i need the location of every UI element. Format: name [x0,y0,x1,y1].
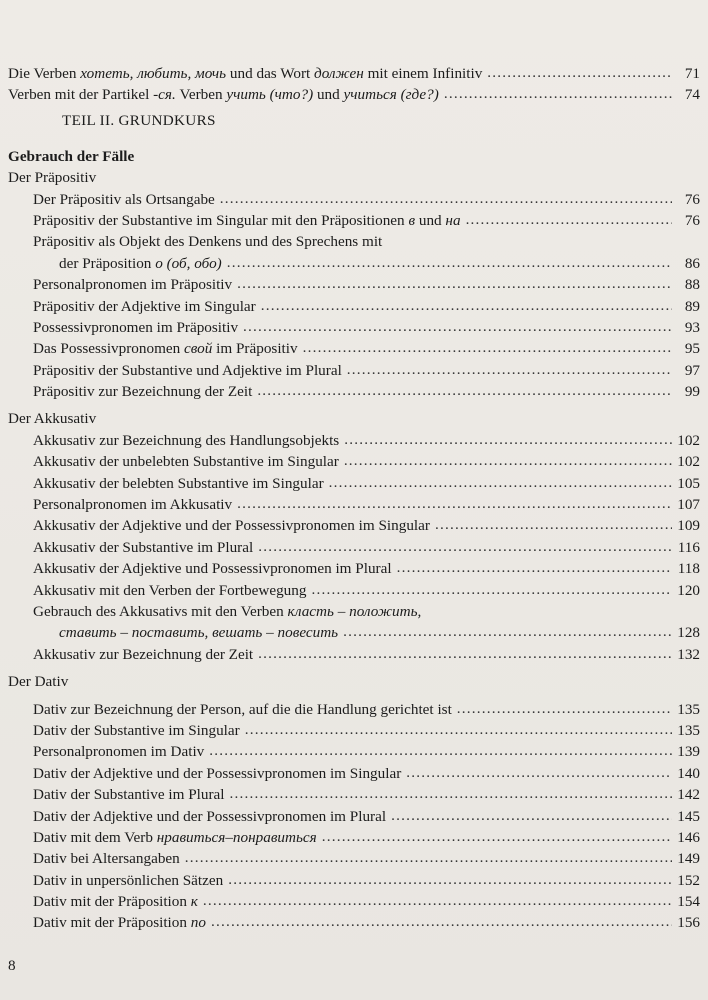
toc-page-number: 156 [677,914,700,932]
toc-entry-label: Personalpronomen im Dativ [33,743,205,761]
toc-page-number: 105 [677,474,700,492]
toc-page-number: 71 [684,65,700,82]
dot-leader [211,911,672,932]
dot-leader [344,429,672,450]
toc-entry-label: Dativ mit der Präposition к [33,893,198,911]
toc-page-number: 95 [684,340,700,358]
toc-page-number: 97 [684,361,700,379]
toc-page-number: 76 [684,211,700,229]
dot-leader [322,826,672,847]
toc-entry-label: Akkusativ der Adjektive und der Possessivpronomen im Singular [33,517,430,535]
toc-entry [8,699,700,720]
toc-entry [8,891,700,912]
toc-entry-label: Possessivpronomen im Präpositiv [33,318,239,336]
toc-entry [8,494,700,515]
toc-entry-label-line: Gebrauch des Akkusativs mit den Verben класть – положить, [33,602,422,620]
toc-entry-label: Akkusativ der Substantive im Plural [33,538,254,556]
dot-leader [347,359,672,380]
toc-page-number: 135 [677,700,700,718]
dot-leader [243,316,672,337]
part-title: TEIL II. GRUNDKURS [62,111,216,129]
dot-leader [343,621,672,642]
dot-leader [209,740,672,761]
toc-entry-label: Akkusativ der belebten Substantive im Singular [33,474,324,492]
toc-entry-label: Verben mit der Partikel -ся. Verben учить (что?) und учиться (где?) [8,86,439,104]
toc-page-number: 120 [677,581,700,599]
toc-entry [8,296,700,317]
toc-page-number: 135 [677,721,700,739]
toc-entry [8,741,700,762]
toc-entry [8,338,700,359]
dot-leader [261,295,672,316]
toc-page-number: 139 [677,743,700,761]
toc-entry [8,784,700,805]
toc-entry-label: Präpositiv der Substantive im Singular mit den Präpositionen в und на [33,211,461,229]
toc-entry [8,848,700,869]
dot-leader [466,209,672,230]
toc-entry [8,827,700,848]
toc-entry-label: ставить – поставить, вешать – повесить [59,624,339,642]
toc-entry [8,644,700,665]
toc-page-number: 102 [677,431,700,449]
dot-leader [245,719,672,740]
dot-leader [311,579,672,600]
dot-leader [406,762,672,783]
dot-leader [303,337,672,358]
toc-entry-label: Personalpronomen im Akkusativ [33,496,233,514]
toc-entry [8,720,700,741]
dot-leader [185,847,672,868]
toc-entry [8,360,700,381]
dot-leader [203,890,672,911]
toc-entry-label: Akkusativ zur Bezeichnung der Zeit [33,645,254,663]
toc-page-number: 142 [677,786,700,804]
toc-entry-label: Dativ mit dem Verb нравиться–понравиться [33,828,317,846]
toc-entry-label: Präpositiv der Adjektive im Singular [33,297,256,315]
toc-entry [8,870,700,891]
toc-entry-label: Dativ mit der Präposition по [33,914,206,932]
toc-page-number: 152 [677,871,700,889]
toc-entry [8,622,700,643]
toc-entry-label: Dativ in unpersönlichen Sätzen [33,871,224,889]
toc-entry-label: Akkusativ der unbelebten Substantive im Singular [33,453,339,471]
toc-entry [8,317,700,338]
toc-page-number: 89 [684,297,700,315]
toc-page-number: 74 [684,86,700,104]
toc-page-number: 132 [677,645,700,663]
toc-page-number: 86 [684,254,700,272]
toc-entry [8,253,700,274]
toc-entry-label: Der Präpositiv als Ortsangabe [33,190,215,208]
toc-entry [8,558,700,579]
toc-page-number: 154 [677,893,700,911]
toc-entry-label: Dativ der Adjektive und der Possessivpronomen im Plural [33,807,387,825]
toc-entry [8,515,700,536]
toc-entry [8,473,700,494]
toc-entry [8,381,700,402]
toc-entry [8,274,700,295]
case-heading-dativ: Der Dativ [8,673,69,691]
table-of-contents [8,63,700,934]
toc-page-number: 146 [677,828,700,846]
toc-page-number: 99 [684,383,700,401]
toc-entry [8,430,700,451]
dot-leader [230,783,672,804]
dot-leader [227,252,672,273]
toc-entry-label-line: Präpositiv als Objekt des Denkens und des Sprechens mit [33,233,383,251]
toc-entry-label: Dativ bei Altersangaben [33,850,180,868]
toc-page-number: 102 [677,453,700,471]
toc-entry [8,763,700,784]
dot-leader [457,698,672,719]
toc-entry-label: Personalpronomen im Präpositiv [33,276,233,294]
toc-entry-label: der Präposition о (об, обо) [59,254,222,272]
toc-entry [8,84,700,105]
toc-page-number: 88 [684,276,700,294]
dot-leader [329,472,672,493]
toc-entry [8,189,700,210]
dot-leader [258,643,672,664]
case-heading-akkusativ: Der Akkusativ [8,410,97,428]
toc-entry-label: Akkusativ zur Bezeichnung des Handlungsobjekts [33,431,340,449]
dot-leader [487,62,672,83]
toc-entry [8,806,700,827]
toc-entry-label: Dativ der Substantive im Plural [33,786,225,804]
toc-page-number: 76 [684,190,700,208]
dot-leader [397,557,672,578]
toc-page-number: 145 [677,807,700,825]
toc-entry [8,210,700,231]
toc-entry [8,451,700,472]
toc-entry-label: Dativ der Adjektive und der Possessivpronomen im Singular [33,764,402,782]
toc-page-number: 109 [677,517,700,535]
dot-leader [220,188,672,209]
dot-leader [258,536,672,557]
toc-entry-label: Die Verben хотеть, любить, мочь und das Wort должен mit einem Infinitiv [8,65,483,82]
case-heading-praepositiv: Der Präpositiv [8,169,97,187]
toc-entry-label: Präpositiv zur Bezeichnung der Zeit [33,383,253,401]
toc-entry [8,912,700,933]
dot-leader [237,493,672,514]
toc-page-number: 128 [677,624,700,642]
toc-entry-label: Akkusativ der Adjektive und Possessivpronomen im Plural [33,560,392,578]
toc-entry-label: Präpositiv der Substantive und Adjektive im Plural [33,361,342,379]
toc-entry-label: Dativ der Substantive im Singular [33,721,240,739]
toc-entry [8,63,700,84]
dot-leader [444,83,672,104]
toc-entry-label: Das Possessivpronomen свой im Präpositiv [33,340,298,358]
dot-leader [391,805,672,826]
toc-entry-label: Dativ zur Bezeichnung der Person, auf die die Handlung gerichtet ist [33,700,452,718]
toc-page-number: 140 [677,764,700,782]
dot-leader [237,273,672,294]
page-folio-number: 8 [8,957,16,974]
toc-page-number: 93 [684,318,700,336]
toc-entry-label: Akkusativ mit den Verben der Fortbewegung [33,581,307,599]
toc-page-number: 107 [677,496,700,514]
toc-page-number: 116 [677,538,700,556]
dot-leader [257,380,672,401]
toc-page-number: 149 [677,850,700,868]
dot-leader [228,869,672,890]
dot-leader [435,514,672,535]
toc-page-number: 118 [677,560,700,578]
toc-entry [8,580,700,601]
toc-entry [8,537,700,558]
section-title: Gebrauch der Fälle [8,147,135,165]
dot-leader [344,450,672,471]
